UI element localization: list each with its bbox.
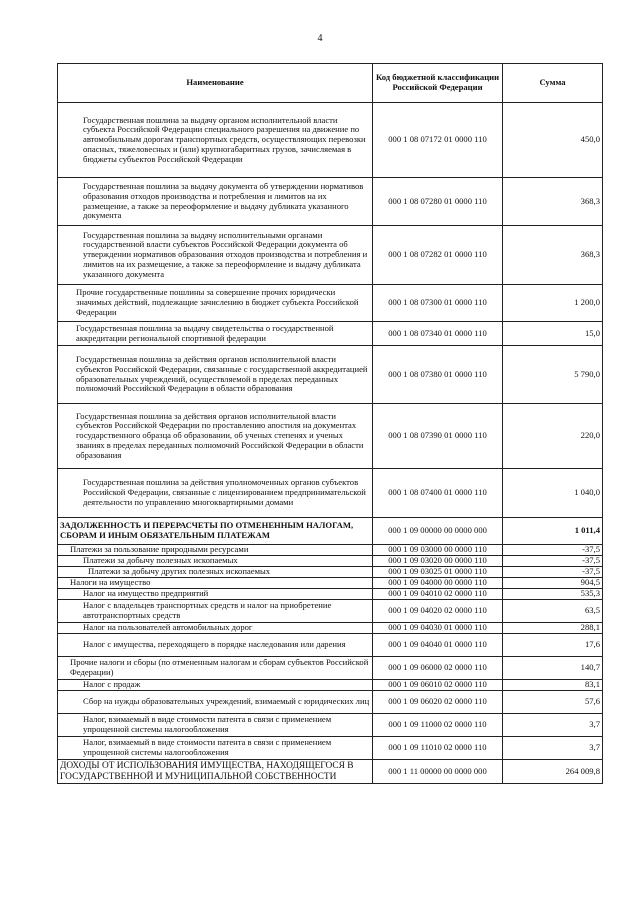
row-name: Государственная пошлина за выдачу органом исполнительной власти субъекта Российской Федерации специального разрешения на движение по автомобильным дорогам транспортных средств, осуществляющих перевозки опасных, тяжеловесных и (или) крупногабаритных грузов, зачисляемая в бюджеты субъектов Российской Федерации [58, 103, 373, 178]
table-row [58, 556, 603, 567]
row-amount: 83,1 [503, 680, 603, 691]
header-code: Код бюджетной классификации Российской Федерации [373, 64, 503, 103]
row-code: 000 1 11 00000 00 0000 000 [373, 760, 503, 784]
row-code: 000 1 09 04030 01 0000 110 [373, 623, 503, 634]
row-name: Налог, взимаемый в виде стоимости патента в связи с применением упрощенной системы налогообложения [58, 737, 373, 760]
row-code: 000 1 09 04040 01 0000 110 [373, 634, 503, 657]
row-code: 000 1 08 07400 01 0000 110 [373, 469, 503, 518]
table-row [58, 634, 603, 657]
table-row [58, 657, 603, 680]
row-amount: 368,3 [503, 226, 603, 285]
row-code: 000 1 09 11010 02 0000 110 [373, 737, 503, 760]
row-code: 000 1 09 03000 00 0000 110 [373, 545, 503, 556]
row-name: Платежи за пользование природными ресурсами [58, 545, 373, 556]
row-name: ДОХОДЫ ОТ ИСПОЛЬЗОВАНИЯ ИМУЩЕСТВА, НАХОДЯЩЕГОСЯ В ГОСУДАРСТВЕННОЙ И МУНИЦИПАЛЬНОЙ СОБСТВЕННОСТИ [58, 760, 373, 784]
row-code: 000 1 09 06020 02 0000 110 [373, 691, 503, 714]
table-row [58, 469, 603, 518]
table-row [58, 545, 603, 556]
row-amount: 15,0 [503, 322, 603, 346]
row-amount: 5 790,0 [503, 346, 603, 404]
row-code: 000 1 09 04000 00 0000 110 [373, 578, 503, 589]
row-amount: 264 009,8 [503, 760, 603, 784]
row-amount: 535,3 [503, 589, 603, 600]
row-name: Налог с владельцев транспортных средств и налог на приобретение автотранспортных средств [58, 600, 373, 623]
row-code: 000 1 09 03025 01 0000 110 [373, 567, 503, 578]
row-name: Платежи за добычу других полезных ископаемых [58, 567, 373, 578]
table-row [58, 103, 603, 178]
row-code: 000 1 09 06010 02 0000 110 [373, 680, 503, 691]
row-code: 000 1 09 04010 02 0000 110 [373, 589, 503, 600]
row-code: 000 1 09 04020 02 0000 110 [373, 600, 503, 623]
table-row [58, 680, 603, 691]
row-name: Государственная пошлина за выдачу документа об утверждении нормативов образования отходов производства и потребления и лимитов на их размещение, а также за переоформление и выдачу дубликата указанного документа [58, 178, 373, 226]
row-name: Платежи за добычу полезных ископаемых [58, 556, 373, 567]
table-row [58, 178, 603, 226]
table-row [58, 404, 603, 469]
table-row [58, 285, 603, 322]
row-name: Налоги на имущество [58, 578, 373, 589]
row-code: 000 1 08 07300 01 0000 110 [373, 285, 503, 322]
row-code: 000 1 08 07380 01 0000 110 [373, 346, 503, 404]
row-code: 000 1 09 11000 02 0000 110 [373, 714, 503, 737]
table-row [58, 589, 603, 600]
row-amount: -37,5 [503, 556, 603, 567]
header-name: Наименование [58, 64, 373, 103]
row-name: Государственная пошлина за выдачу исполнительными органами государственной власти субъектов Российской Федерации документа об утверждении нормативов образования отходов производства и потребления и лимитов на их размещение, а также за переоформление и выдачу дубликата указанного документа [58, 226, 373, 285]
row-amount: 368,3 [503, 178, 603, 226]
row-name: Государственная пошлина за выдачу свидетельства о государственной аккредитации региональной спортивной федерации [58, 322, 373, 346]
row-amount: 1 200,0 [503, 285, 603, 322]
row-code: 000 1 08 07172 01 0000 110 [373, 103, 503, 178]
row-amount: 17,6 [503, 634, 603, 657]
row-name: Государственная пошлина за действия уполномоченных органов субъектов Российской Федерации, связанные с лицензированием предпринимательской деятельности по управлению многоквартирными домами [58, 469, 373, 518]
row-name: ЗАДОЛЖЕННОСТЬ И ПЕРЕРАСЧЕТЫ ПО ОТМЕНЕННЫМ НАЛОГАМ, СБОРАМ И ИНЫМ ОБЯЗАТЕЛЬНЫМ ПЛАТЕЖАМ [58, 518, 373, 545]
row-name: Прочие налоги и сборы (по отмененным налогам и сборам субъектов Российской Федерации) [58, 657, 373, 680]
row-name: Прочие государственные пошлины за совершение прочих юридически значимых действий, подлежащие зачислению в бюджет субъекта Российской Федерации [58, 285, 373, 322]
table-header-row [58, 64, 603, 103]
row-amount: 57,6 [503, 691, 603, 714]
row-code: 000 1 09 03020 00 0000 110 [373, 556, 503, 567]
table-row [58, 567, 603, 578]
row-amount: 450,0 [503, 103, 603, 178]
table-row [58, 737, 603, 760]
table-row [58, 714, 603, 737]
table-row [58, 760, 603, 784]
row-amount: 63,5 [503, 600, 603, 623]
row-amount: -37,5 [503, 567, 603, 578]
row-code: 000 1 09 06000 02 0000 110 [373, 657, 503, 680]
row-name: Государственная пошлина за действия органов исполнительной власти субъектов Российской Федерации, связанные с государственной аккредитацией образовательных учреждений, осуществляемой в пределах переданных полномочий Российской Федерации в области образования [58, 346, 373, 404]
row-code: 000 1 08 07280 01 0000 110 [373, 178, 503, 226]
table-row [58, 600, 603, 623]
row-amount: 140,7 [503, 657, 603, 680]
row-name: Налог на имущество предприятий [58, 589, 373, 600]
table-row [58, 322, 603, 346]
budget-revenue-table [57, 63, 603, 784]
row-amount: -37,5 [503, 545, 603, 556]
row-amount: 1 011,4 [503, 518, 603, 545]
table-row [58, 346, 603, 404]
row-amount: 220,0 [503, 404, 603, 469]
page-number: 4 [317, 33, 323, 44]
row-code: 000 1 09 00000 00 0000 000 [373, 518, 503, 545]
row-name: Налог с имущества, переходящего в порядке наследования или дарения [58, 634, 373, 657]
row-name: Налог на пользователей автомобильных дорог [58, 623, 373, 634]
row-amount: 904,5 [503, 578, 603, 589]
row-code: 000 1 08 07282 01 0000 110 [373, 226, 503, 285]
row-name: Налог, взимаемый в виде стоимости патента в связи с применением упрощенной системы налогообложения [58, 714, 373, 737]
row-name: Сбор на нужды образовательных учреждений, взимаемый с юридических лиц [58, 691, 373, 714]
table-row [58, 518, 603, 545]
table-row [58, 623, 603, 634]
row-code: 000 1 08 07340 01 0000 110 [373, 322, 503, 346]
row-code: 000 1 08 07390 01 0000 110 [373, 404, 503, 469]
row-name: Налог с продаж [58, 680, 373, 691]
table-row [58, 578, 603, 589]
row-amount: 3,7 [503, 737, 603, 760]
row-amount: 288,1 [503, 623, 603, 634]
row-name: Государственная пошлина за действия органов исполнительной власти субъектов Российской Федерации по проставлению апостиля на документах государственного образца об образовании, об ученых степенях и ученых званиях в пределах переданных полномочий Российской Федерации в области образования [58, 404, 373, 469]
table-row [58, 226, 603, 285]
table-row [58, 691, 603, 714]
header-amount: Сумма [503, 64, 603, 103]
row-amount: 3,7 [503, 714, 603, 737]
row-amount: 1 040,0 [503, 469, 603, 518]
